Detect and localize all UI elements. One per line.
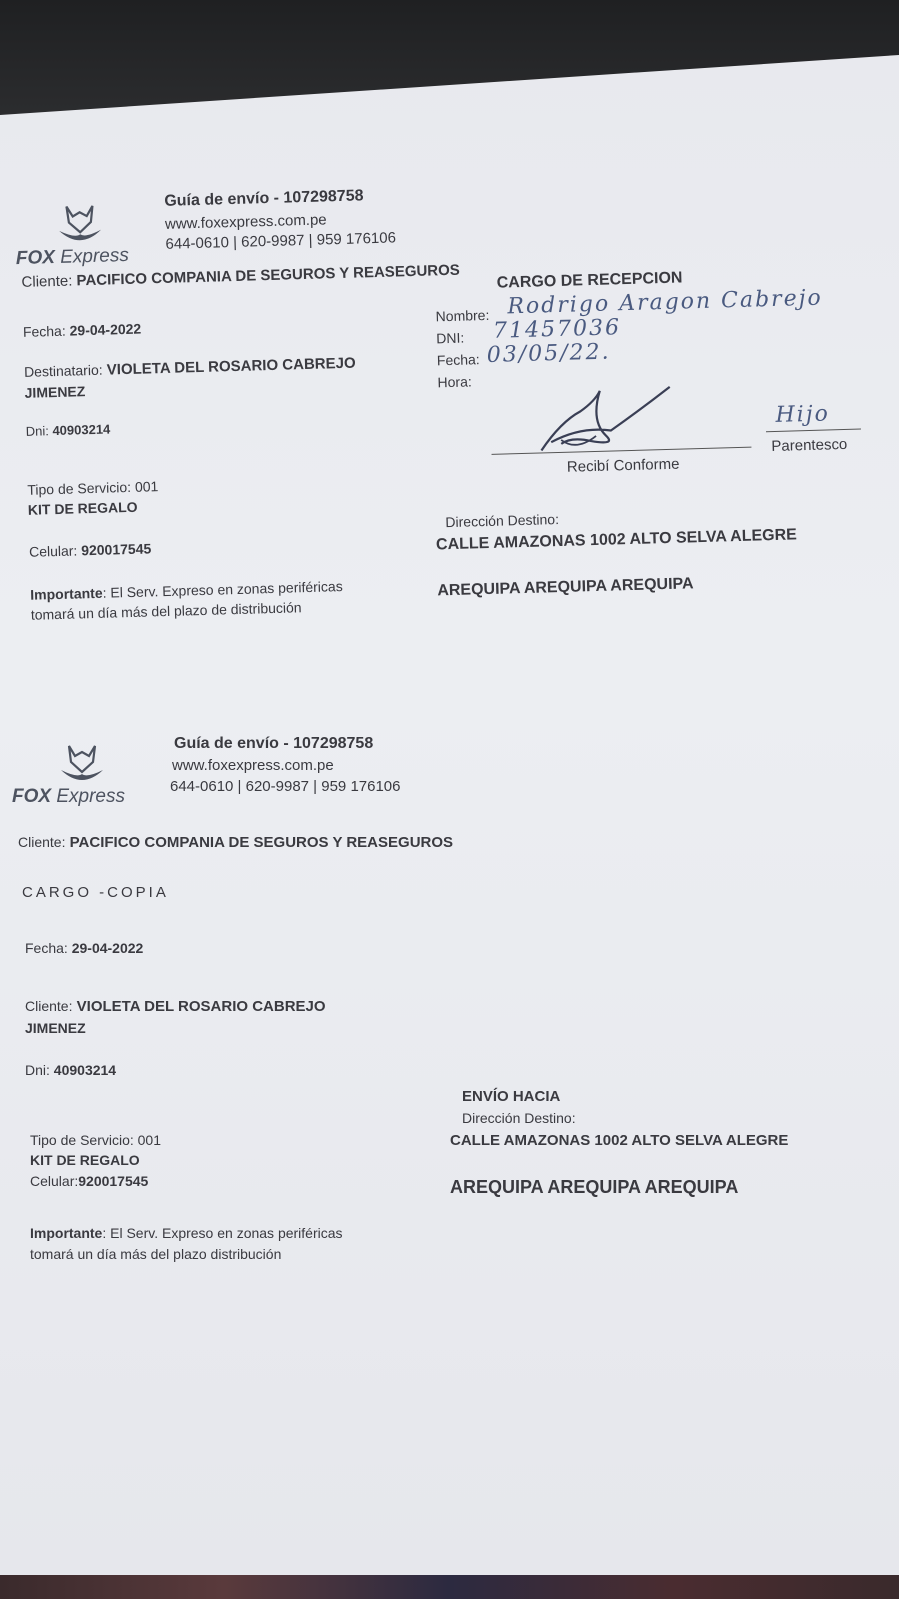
- dni-row-copy: [25, 1062, 116, 1078]
- recipient-label: Cliente:: [25, 998, 73, 1014]
- recipient-value-line2-copy: JIMENEZ: [25, 1020, 86, 1036]
- recipient-value-line1: VIOLETA DEL ROSARIO CABREJO: [76, 998, 326, 1015]
- name-handwritten: Rodrigo Aragon Cabrejo: [507, 285, 824, 320]
- dni-label: Dni:: [25, 1062, 50, 1078]
- send-title: ENVÍO HACIA: [462, 1088, 561, 1105]
- guide-title: Guía de envío - 107298758: [164, 187, 364, 210]
- brand-fox: FOX: [15, 246, 56, 270]
- important-note-copy: [30, 1225, 343, 1241]
- dni-row: [26, 422, 111, 439]
- service-value-copy: KIT DE REGALO: [30, 1152, 140, 1168]
- guide-title-copy: Guía de envío - 107298758: [174, 735, 374, 752]
- relation-label: Parentesco: [771, 435, 848, 456]
- dni-value: 40903214: [52, 421, 111, 439]
- dest-label: Dirección Destino:: [445, 511, 560, 531]
- received-label: Recibí Conforme: [566, 455, 680, 476]
- name-label: Nombre:: [435, 306, 490, 325]
- date2-handwritten: 03/05/22.: [486, 339, 611, 368]
- cell-label: Celular:: [28, 542, 78, 560]
- brand-express: Express: [59, 244, 130, 268]
- hour-label: Hora:: [437, 373, 472, 391]
- cell-row-copy: [30, 1173, 148, 1189]
- client-value: PACIFICO COMPANIA DE SEGUROS Y REASEGUROS: [69, 834, 454, 851]
- date-label: Fecha:: [22, 322, 66, 340]
- important-text-line2: tomará un día más del plazo de distribución: [30, 599, 302, 623]
- cell-label: Celular:: [30, 1173, 79, 1189]
- cell-row: [29, 540, 152, 559]
- website-text-copy: www.foxexpress.com.pe: [172, 757, 334, 774]
- client-value: PACIFICO COMPANIA DE SEGUROS Y REASEGUROS: [76, 261, 461, 290]
- date-value: 29-04-2022: [71, 940, 144, 956]
- service-value: KIT DE REGALO: [27, 498, 138, 518]
- brand-express: Express: [56, 786, 125, 807]
- brand-fox: FOX: [12, 786, 52, 807]
- recipient-value-line1: VIOLETA DEL ROSARIO CABREJO: [106, 354, 356, 379]
- copy-label: CARGO -COPIA: [22, 884, 169, 901]
- dest-label-copy: Dirección Destino:: [462, 1110, 576, 1126]
- cell-value: 920017545: [80, 540, 152, 559]
- date-value: 29-04-2022: [69, 320, 142, 339]
- date2-label: Fecha:: [436, 351, 480, 369]
- top-slip: [0, 0, 899, 712]
- dni2-label: DNI:: [436, 329, 465, 347]
- fox-icon: [54, 200, 105, 247]
- important-text-line1: : El Serv. Expreso en zonas periféricas: [102, 1225, 343, 1241]
- important-label: Importante: [30, 584, 103, 603]
- fox-icon: [57, 740, 107, 786]
- client-label: Cliente:: [18, 834, 66, 850]
- website-text: www.foxexpress.com.pe: [164, 211, 327, 233]
- recipient-label: Destinatario:: [23, 361, 103, 380]
- recipient-row: [24, 355, 356, 381]
- dni-label: Dni:: [25, 423, 50, 439]
- service-label-copy: Tipo de Servicio: 001: [30, 1132, 161, 1148]
- date-label: Fecha:: [25, 940, 68, 956]
- relation-line: [766, 429, 861, 433]
- important-text-line2-copy: tomará un día más del plazo distribución: [30, 1246, 282, 1262]
- recipient-value-line2: JIMENEZ: [24, 383, 86, 401]
- reception-title: CARGO DE RECEPCION: [496, 269, 683, 292]
- dest-line1: CALLE AMAZONAS 1002 ALTO SELVA ALEGRE: [435, 526, 798, 554]
- date-row: [23, 321, 142, 340]
- service-label: Tipo de Servicio: 001: [27, 478, 159, 498]
- client-label: Cliente:: [21, 272, 73, 291]
- client-row-copy: [18, 834, 453, 851]
- cell-value: 920017545: [78, 1173, 149, 1189]
- date-row-copy: [25, 940, 143, 956]
- important-label: Importante: [30, 1225, 103, 1241]
- relation-handwritten: Hijo: [775, 401, 831, 428]
- phones-text-copy: 644-0610 | 620-9987 | 959 176106: [170, 778, 401, 795]
- dest-line1-copy: CALLE AMAZONAS 1002 ALTO SELVA ALEGRE: [450, 1132, 789, 1149]
- dni-value: 40903214: [53, 1062, 117, 1078]
- dest-line2-copy: AREQUIPA AREQUIPA AREQUIPA: [450, 1177, 739, 1197]
- bottom-slip: [0, 700, 899, 1260]
- phones-text: 644-0610 | 620-9987 | 959 176106: [165, 229, 397, 253]
- dni2-handwritten: 71457036: [492, 315, 622, 344]
- important-text-line1: : El Serv. Expreso en zonas periféricas: [102, 578, 343, 601]
- recipient-row-copy: [25, 998, 326, 1015]
- dest-line2: AREQUIPA AREQUIPA AREQUIPA: [437, 575, 694, 600]
